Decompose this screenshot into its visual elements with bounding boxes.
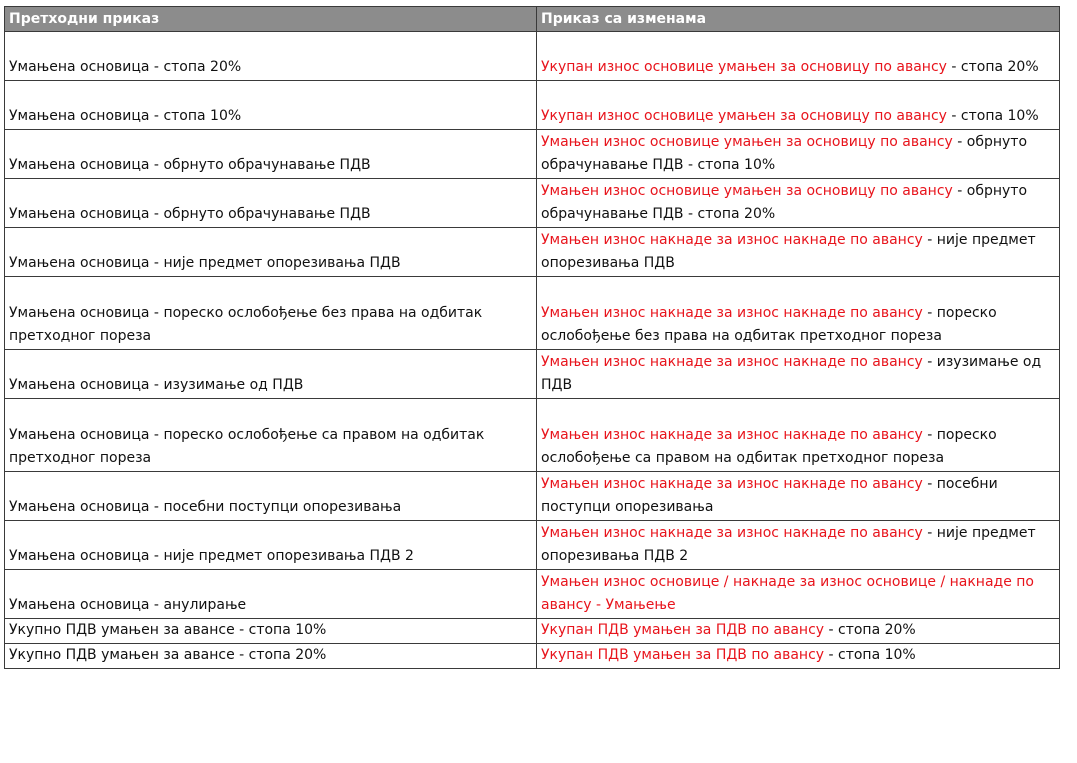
table-row: [5, 179, 1060, 228]
changed-highlight: Укупан ПДВ умањен за ПДВ по авансу: [541, 622, 825, 638]
changed-rest: - пореско ослобођење без права на одбитак претходног пореза: [541, 305, 997, 344]
cell-changed[interactable]: [537, 644, 1060, 669]
header-previous[interactable]: Претходни приказ: [5, 7, 537, 32]
table-row: [5, 570, 1060, 619]
table-row: [5, 399, 1060, 472]
cell-previous[interactable]: Умањена основица - није предмет опорезивања ПДВ 2: [5, 521, 537, 570]
changed-rest: - изузимање од ПДВ: [541, 354, 1042, 393]
table-row: [5, 350, 1060, 399]
changed-highlight: Умањен износ основице умањен за основицу по авансу: [541, 134, 953, 150]
changed-highlight: Умањен износ накнаде за износ накнаде по авансу: [541, 305, 923, 321]
cell-changed[interactable]: [537, 570, 1060, 619]
changed-rest: - посебни поступци опорезивања: [541, 476, 998, 515]
cell-previous[interactable]: Умањена основица - изузимање од ПДВ: [5, 350, 537, 399]
changed-rest: - обрнуто обрачунавање ПДВ - стопа 10%: [541, 134, 1028, 173]
changed-rest: - стопа 20%: [824, 622, 916, 638]
changed-rest: - обрнуто обрачунавање ПДВ - стопа 20%: [541, 183, 1028, 222]
table-row: [5, 32, 1060, 81]
changed-rest: - стопа 10%: [824, 647, 916, 663]
header-changed[interactable]: Приказ са изменама: [537, 7, 1060, 32]
header-row: [5, 7, 1060, 32]
cell-previous[interactable]: Умањена основица - није предмет опорезивања ПДВ: [5, 228, 537, 277]
changed-highlight: Укупан ПДВ умањен за ПДВ по авансу: [541, 647, 825, 663]
changed-highlight: Умањен износ накнаде за износ накнаде по авансу: [541, 476, 923, 492]
changed-highlight: Умањен износ накнаде за износ накнаде по авансу: [541, 354, 923, 370]
cell-previous[interactable]: Умањена основица - стопа 10%: [5, 81, 537, 130]
cell-changed[interactable]: [537, 521, 1060, 570]
cell-changed[interactable]: [537, 277, 1060, 350]
cell-changed[interactable]: [537, 350, 1060, 399]
changed-highlight: Умањен износ накнаде за износ накнаде по авансу: [541, 427, 923, 443]
cell-previous[interactable]: Умањена основица - пореско ослобођење без права на одбитак претходног пореза: [5, 277, 537, 350]
cell-changed[interactable]: [537, 179, 1060, 228]
table-row: [5, 619, 1060, 644]
comparison-sheet: [4, 6, 1059, 669]
table-row: [5, 277, 1060, 350]
table-row: [5, 228, 1060, 277]
cell-previous[interactable]: Умањена основица - пореско ослобођење са правом на одбитак претходног пореза: [5, 399, 537, 472]
changed-rest: - стопа 20%: [946, 59, 1039, 75]
table-row: [5, 472, 1060, 521]
cell-previous[interactable]: Укупно ПДВ умањен за авансе - стопа 10%: [5, 619, 537, 644]
changed-highlight: Умањен износ накнаде за износ накнаде по авансу: [541, 232, 923, 248]
cell-changed[interactable]: [537, 399, 1060, 472]
changed-rest: - није предмет опорезивања ПДВ: [541, 232, 1036, 271]
changed-highlight: Умањен износ накнаде за износ накнаде по авансу: [541, 525, 923, 541]
cell-changed[interactable]: [537, 32, 1060, 81]
changed-rest: - није предмет опорезивања ПДВ 2: [541, 525, 1036, 564]
changed-highlight: Укупан износ основице умањен за основицу по авансу: [541, 108, 947, 124]
cell-changed[interactable]: [537, 619, 1060, 644]
cell-previous[interactable]: Умањена основица - обрнуто обрачунавање ПДВ: [5, 130, 537, 179]
table-row: [5, 644, 1060, 669]
cell-changed[interactable]: [537, 472, 1060, 521]
cell-changed[interactable]: [537, 130, 1060, 179]
changed-highlight: Умањен износ основице умањен за основицу по авансу: [541, 183, 953, 199]
comparison-table: [4, 6, 1060, 669]
table-row: [5, 521, 1060, 570]
changed-highlight: Укупан износ основице умањен за основицу по авансу: [541, 59, 947, 75]
changed-rest: - пореско ослобођење са правом на одбитак претходног пореза: [541, 427, 997, 466]
cell-previous[interactable]: Умањена основица - посебни поступци опорезивања: [5, 472, 537, 521]
cell-previous[interactable]: Укупно ПДВ умањен за авансе - стопа 20%: [5, 644, 537, 669]
changed-highlight: Умањен износ основице / накнаде за износ основице / накнаде по авансу - Умањење: [541, 574, 1034, 613]
cell-previous[interactable]: Умањена основица - обрнуто обрачунавање ПДВ: [5, 179, 537, 228]
table-row: [5, 81, 1060, 130]
table-row: [5, 130, 1060, 179]
changed-rest: - стопа 10%: [946, 108, 1039, 124]
cell-previous[interactable]: Умањена основица - стопа 20%: [5, 32, 537, 81]
cell-changed[interactable]: [537, 228, 1060, 277]
cell-previous[interactable]: Умањена основица - анулирање: [5, 570, 537, 619]
cell-changed[interactable]: [537, 81, 1060, 130]
